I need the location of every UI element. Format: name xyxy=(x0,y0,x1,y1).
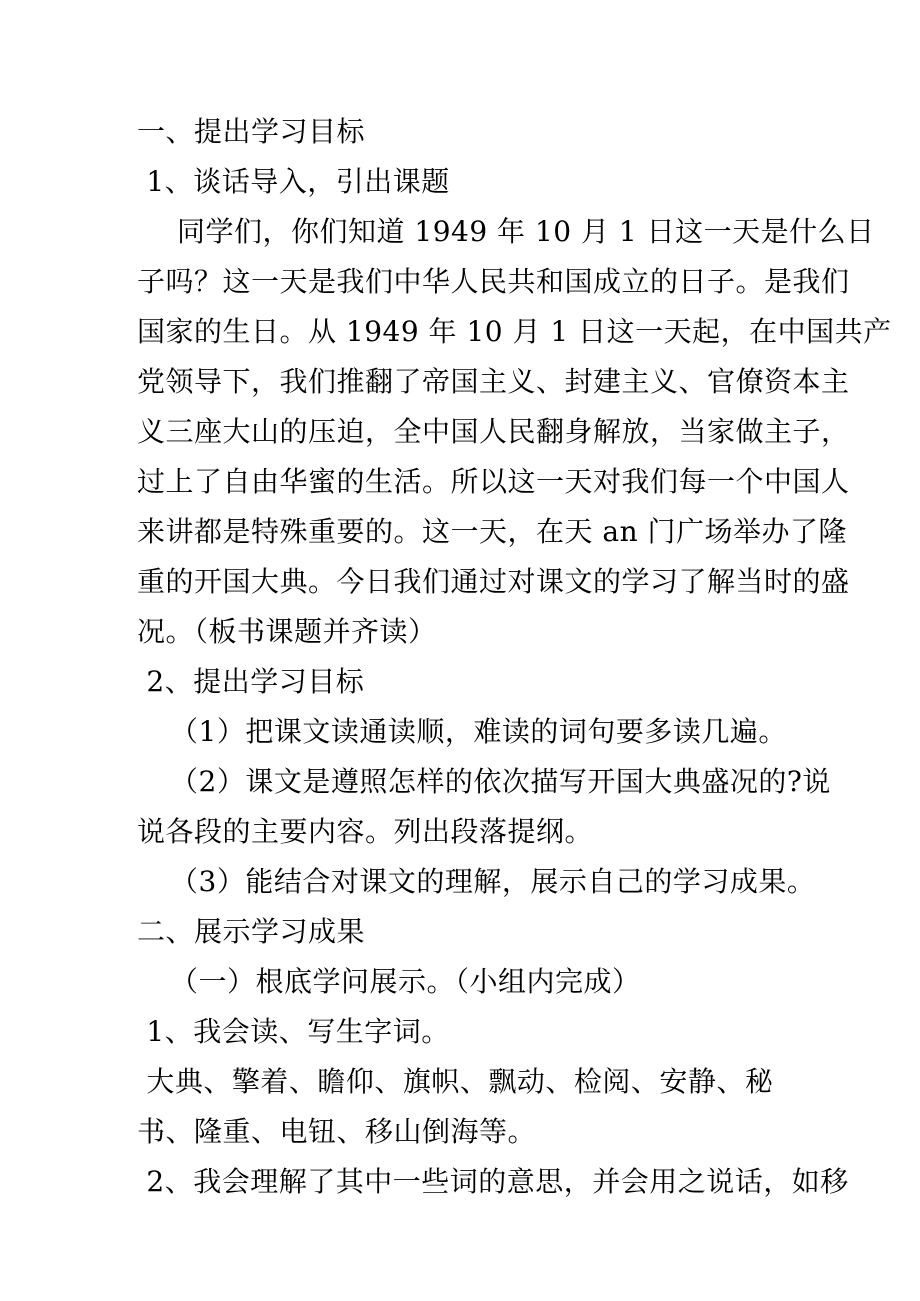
list-item: 1、我会读、写生字词。 xyxy=(137,1015,450,1048)
paragraph-line: 况。（板书课题并齐读） xyxy=(137,615,437,648)
list-item: （2）课文是遵照怎样的依次描写开国大典盛况的?说 xyxy=(170,765,831,798)
paragraph-line: 国家的生日。从 1949 年 10 月 1 日这一天起，在中国共产 xyxy=(137,315,892,348)
vocabulary-line: 书、隆重、电钮、移山倒海等。 xyxy=(137,1115,537,1148)
subsection-heading: （一）根底学问展示。（小组内完成） xyxy=(170,965,641,998)
paragraph-line: 党领导下，我们推翻了帝国主义、封建主义、官僚资本主 xyxy=(137,365,850,398)
section-heading: 二、展示学习成果 xyxy=(137,915,366,948)
paragraph-line: 来讲都是特殊重要的。这一天，在天 an 门广场举办了隆 xyxy=(137,515,848,548)
paragraph-line: 同学们，你们知道 1949 年 10 月 1 日这一天是什么日 xyxy=(177,215,875,248)
paragraph-line: 子吗？这一天是我们中华人民共和国成立的日子。是我们 xyxy=(137,265,850,298)
section-heading: 一、提出学习目标 xyxy=(137,115,366,148)
subsection-heading: 1、谈话导入，引出课题 xyxy=(137,165,450,198)
paragraph-line: 过上了自由华蜜的生活。所以这一天对我们每一个中国人 xyxy=(137,465,850,498)
subsection-heading: 2、提出学习目标 xyxy=(137,665,365,698)
list-item: （1）把课文读通读顺，难读的词句要多读几遍。 xyxy=(170,715,787,748)
paragraph-line: 义三座大山的压迫，全中国人民翻身解放，当家做主子， xyxy=(137,415,850,448)
list-item-continuation: 说各段的主要内容。列出段落提纲。 xyxy=(137,815,594,848)
vocabulary-line: 大典、擎着、瞻仰、旗帜、飘动、检阅、安静、秘 xyxy=(137,1065,774,1098)
list-item: 2、我会理解了其中一些词的意思，并会用之说话，如移 xyxy=(137,1165,849,1198)
paragraph-line: 重的开国大典。今日我们通过对课文的学习了解当时的盛 xyxy=(137,565,850,598)
list-item: （3）能结合对课文的理解，展示自己的学习成果。 xyxy=(170,865,816,898)
